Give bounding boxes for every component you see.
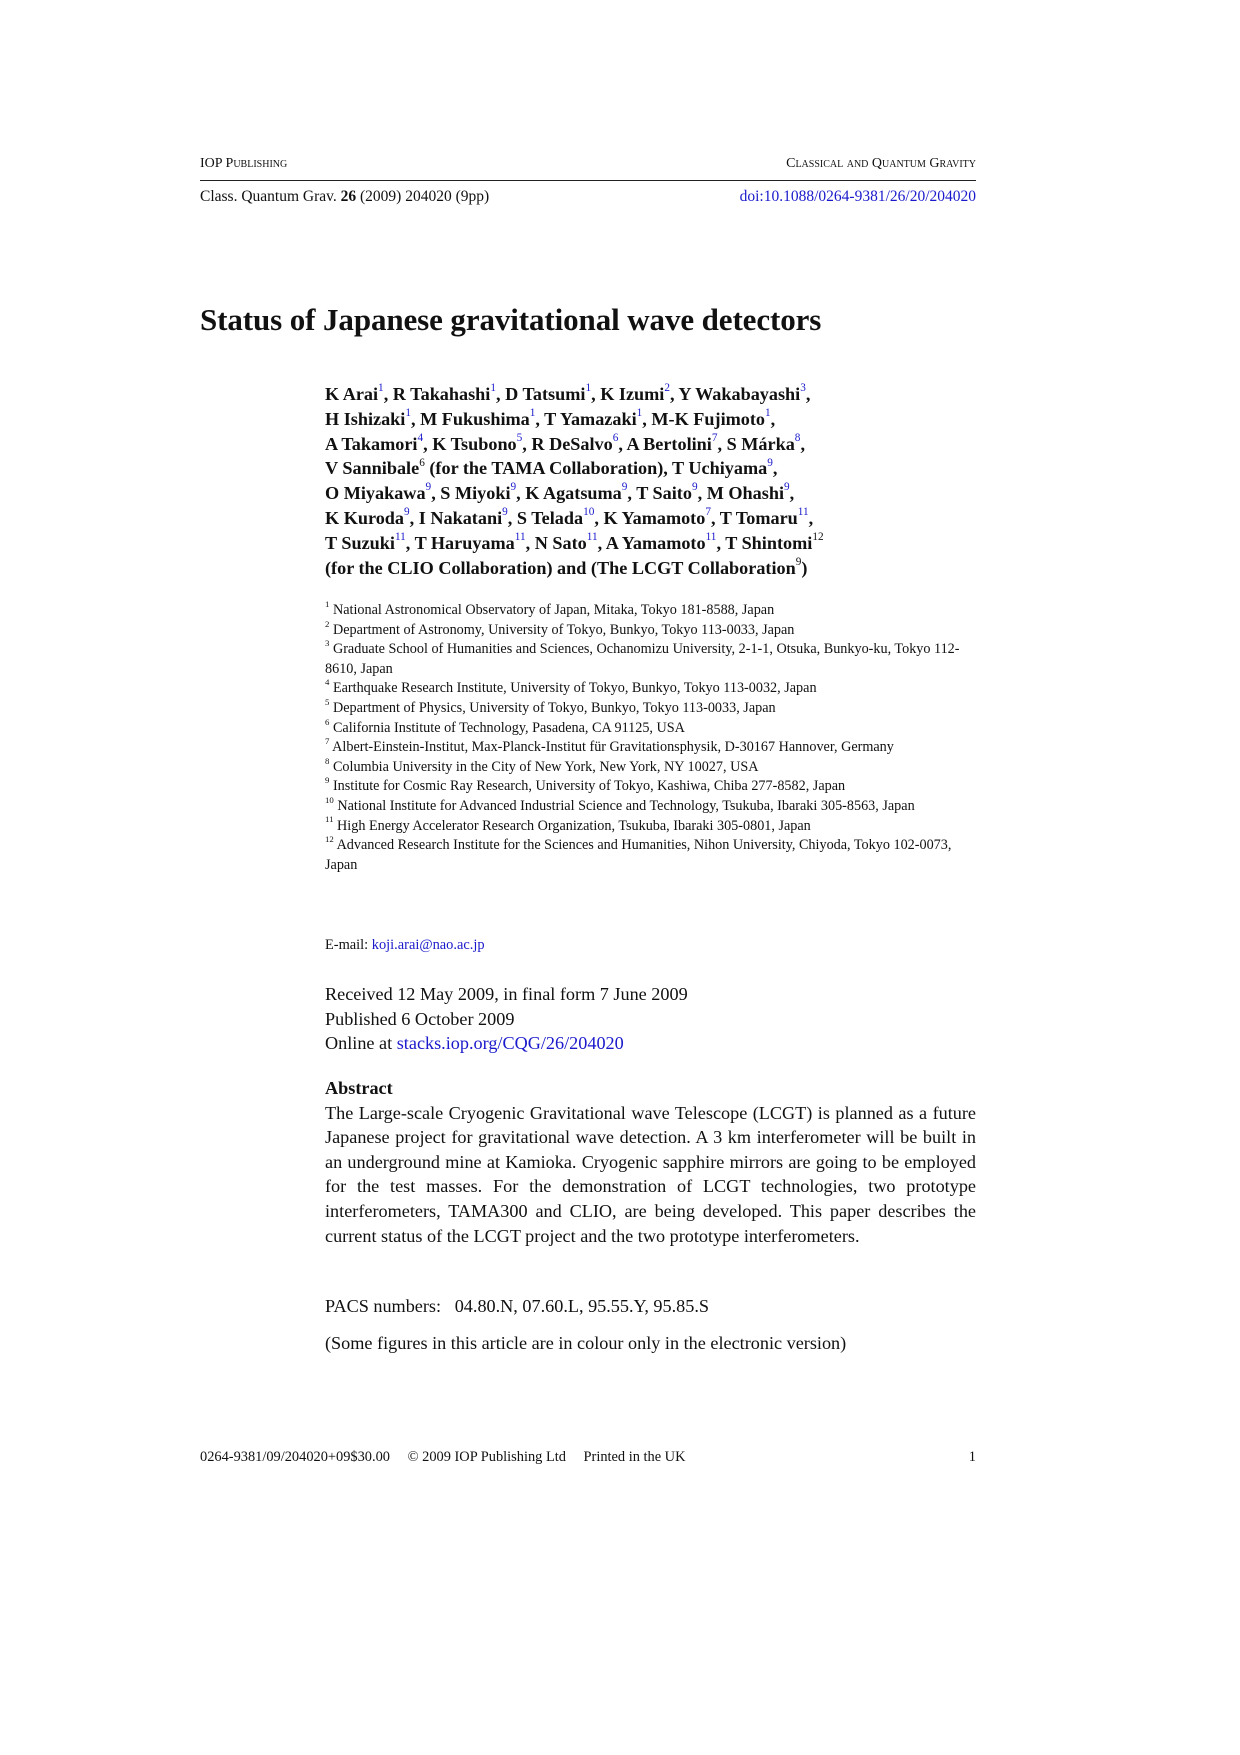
affil-text: Institute for Cosmic Ray Research, University of Tokyo, Kashiwa, Chiba 277-8582, Japan [332,778,846,795]
author-name: T Yamazaki [544,408,637,429]
publication-dates [325,982,688,1056]
affil-text: National Astronomical Observatory of Japan, Mitaka, Tokyo 181-8588, Japan [332,602,775,618]
colour-note: (Some figures in this article are in colour only in the electronic version) [325,1333,847,1353]
affil-ref[interactable]: 1 [378,382,384,395]
affil-num: 11 [325,814,334,825]
affil-ref[interactable]: 4 [417,431,424,444]
affiliation [325,836,985,875]
abstract-body: The Large-scale Cryogenic Gravitational wave Telescope (LCGT) is planned as a future Japanese project for gravitational wave detection. A 3 km interferometer will be built in an underground mine at Kamioka. Cryogenic sapphire mirrors are going to be employed for the test masses. For the demonstration of LCGT technologies, two prototype interferometers, TAMA300 and CLIO, are being developed. This paper describes the current status of the LCGT project and the two prototype interferometers. [325,1102,976,1246]
footer-copyright: © 2009 IOP Publishing Ltd [407,1449,566,1465]
affil-ref: 9 [795,555,802,568]
tama-note: (for the TAMA Collaboration) [429,458,664,479]
affil-text: Albert-Einstein-Institut, Max-Planck-Institut für Gravitationsphysik, D-30167 Hannover, Germany [332,739,894,756]
author-line: K Kuroda$^9$, I Nakatani$^9$, S Telada$^{10}$, K Yamamoto$^7$, T Tomaru$^{11}$, [325,506,814,528]
author-name: T Haruyama [414,532,515,553]
author-name: R DeSalvo [531,433,613,454]
affil-ref[interactable]: 1 [529,407,536,420]
affil-ref[interactable]: 11 [514,531,526,544]
email-link[interactable]: koji.arai@nao.ac.jp [371,937,485,953]
email-line [325,937,485,954]
author-line: A Takamori$^4$, K Tsubono$^5$, R DeSalvo$^6$, A Bertolini$^7$, S Márka$^8$, [325,431,805,454]
affil-num: 1 [325,598,330,609]
author-line [325,556,985,581]
affiliation [325,598,985,621]
affil-num: 10 [325,794,334,805]
affil-text: Columbia University in the City of New York, New York, NY 10027, USA [332,758,759,775]
author-name: V Sannibale [325,458,420,479]
author-name: S Miyoki [440,483,511,504]
affil-ref[interactable]: 9 [784,481,790,494]
affil-ref[interactable]: 7 [705,506,711,519]
online-link[interactable]: stacks.iop.org/CQG/26/204020 [396,1033,624,1054]
affil-num: 2 [325,618,330,629]
affiliation [325,716,985,739]
author-name: T Uchiyama [672,458,768,479]
affil-ref[interactable]: 2 [664,382,670,395]
affil-ref[interactable]: 1 [585,382,592,395]
pacs-line [325,1296,709,1317]
publisher-name: IOP Publishing [200,156,288,171]
paper-title: Status of Japanese gravitational wave detectors [200,302,822,337]
page-footer [200,1449,976,1466]
author-name: K Izumi [600,384,665,404]
author-name: Y Wakabayashi [678,384,801,404]
page-number: 1 [968,1449,976,1465]
affil-ref[interactable]: 6 [612,431,619,444]
author-name: K Arai [325,384,379,404]
affil-num: 7 [325,736,330,747]
affil-ref[interactable]: 9 [425,481,432,494]
author-name: K Tsubono [432,433,517,454]
author-line: H Ishizaki$^1$, M Fukushima$^1$, T Yamazaki$^1$, M-K Fujimoto$^1$, [325,407,776,429]
abstract [325,1076,976,1248]
affiliation [325,738,985,758]
affiliation [325,777,985,797]
author-name: R Takahashi [392,384,491,404]
affil-ref[interactable]: 9 [510,481,517,494]
affiliation [325,755,985,778]
citation-prefix: Class. Quantum Grav. [200,188,337,205]
author-name: I Nakatani [418,507,503,528]
pacs-values: 04.80.N, 07.60.L, 95.55.Y, 95.85.S [454,1296,710,1316]
affil-num: 8 [325,755,330,766]
affil-num: 3 [325,638,330,649]
author-line: T Suzuki$^{11}$, T Haruyama$^{11}$, N Sato$^{11}$, A Yamamoto$^{11}$, T Shintomi$^{12}$ [325,531,824,553]
affil-ref[interactable]: 5 [516,431,523,444]
author-name: H Ishizaki [325,408,406,429]
affil-num: 12 [325,834,334,845]
affil-ref[interactable]: 9 [502,506,508,519]
affil-num: 4 [325,677,330,688]
citation [200,188,489,206]
affil-text: National Institute for Advanced Industrial Science and Technology, Tsukuba, Ibaraki 305-8563, Japan [337,797,915,814]
affil-text: High Energy Accelerator Research Organization, Tsukuba, Ibaraki 305-0801, Japan [337,817,811,834]
affil-ref[interactable]: 1 [490,382,496,395]
author-name: M Fukushima [420,408,530,429]
affil-ref[interactable]: 11 [705,531,717,544]
author-name: T Suzuki [325,532,395,553]
affil-ref[interactable]: 1 [765,407,771,420]
affiliation [325,794,985,817]
author-name: A Bertolini [626,433,712,454]
affil-num: 5 [325,696,330,707]
affil-ref[interactable]: 1 [405,407,411,420]
citation-volume: 26 [340,188,357,205]
footer-info [200,1449,976,1466]
author-name: S Telada [516,507,584,528]
author-name: A Yamamoto [605,532,706,553]
affil-text: Advanced Research Institute for the Sciences and Humanities, Nihon University, Chiyoda, Tokyo 102-0073, Japan [325,837,952,873]
collaboration-note: (for the CLIO Collaboration) and (The LCGT Collaboration [325,557,796,578]
running-head [200,154,976,181]
affil-num: 9 [325,775,330,786]
affil-ref[interactable]: 9 [767,456,773,469]
affil-ref[interactable]: 11 [394,531,406,544]
pacs-label: PACS numbers: [325,1296,442,1316]
author-list [325,382,985,580]
affiliation [325,679,985,699]
footer-code: 0264-9381/09/204020+09$30.00 [200,1449,390,1465]
citation-suffix: (2009) 204020 (9pp) [360,188,490,205]
footer-printed: Printed in the UK [583,1449,686,1465]
affil-ref: 12 [812,531,824,544]
collaboration-note-end: ) [801,557,808,578]
affil-ref[interactable]: 11 [586,531,598,544]
affiliation [325,814,985,837]
affil-ref[interactable]: 8 [794,431,801,444]
affiliation-list [325,598,985,875]
author-name: T Shintomi [725,532,813,553]
affil-ref[interactable]: 9 [621,481,628,494]
affiliation [325,696,985,719]
affil-num: 6 [325,716,330,727]
author-line: O Miyakawa$^9$, S Miyoki$^9$, K Agatsuma$^9$, T Saito$^9$, M Ohashi$^9$, [325,481,795,504]
journal-name: Classical and Quantum Gravity [786,156,976,171]
author-name: T Saito [636,483,692,504]
affil-ref[interactable]: 11 [797,506,809,519]
affil-ref[interactable]: 10 [583,506,595,519]
affil-text: Graduate School of Humanities and Sciences, Ochanomizu University, 2-1-1, Otsuka, Bunkyo-ku, Tokyo 112-8610, Japan [325,641,960,677]
affil-ref[interactable]: 9 [691,481,698,494]
doi-link[interactable]: doi:10.1088/0264-9381/26/20/204020 [739,188,976,205]
affil-text: California Institute of Technology, Pasadena, CA 91125, USA [332,719,685,736]
affil-ref[interactable]: 9 [404,506,410,519]
author-name: M Ohashi [706,483,785,504]
affil-ref: 6 [419,456,425,469]
author-line: K Arai$^1$, R Takahashi$^1$, D Tatsumi$^1$, K Izumi$^2$, Y Wakabayashi$^3$, [325,382,811,404]
author-name: T Tomaru [719,507,798,528]
online-label: Online at [325,1033,393,1054]
author-name: K Yamamoto [603,507,706,528]
author-line: V Sannibale$^6$ (for the TAMA Collaboration), T Uchiyama$^9$, [325,456,778,479]
affil-ref[interactable]: 1 [636,407,643,420]
author-name: D Tatsumi [505,384,586,404]
affiliation [325,618,985,641]
author-name: O Miyakawa [325,483,426,504]
abstract-heading: Abstract [325,1078,393,1098]
author-name: M-K Fujimoto [651,408,766,429]
author-name: N Sato [534,532,587,553]
affil-text: Department of Physics, University of Tokyo, Bunkyo, Tokyo 113-0033, Japan [332,699,776,716]
online-line [325,1031,688,1056]
affil-ref[interactable]: 3 [800,382,806,395]
published-date: Published 6 October 2009 [325,1008,515,1029]
received-date: Received 12 May 2009, in final form 7 June 2009 [325,984,688,1004]
affil-text: Department of Astronomy, University of Tokyo, Bunkyo, Tokyo 113-0033, Japan [332,621,795,638]
author-name: A Takamori [325,433,418,454]
affiliation [325,640,985,679]
author-name: S Márka [726,433,795,454]
email-label: E-mail: [325,937,369,953]
affil-text: Earthquake Research Institute, University of Tokyo, Bunkyo, Tokyo 113-0032, Japan [332,680,817,697]
affil-ref[interactable]: 7 [711,431,718,444]
author-name: K Kuroda [325,507,405,528]
author-name: K Agatsuma [525,483,622,504]
